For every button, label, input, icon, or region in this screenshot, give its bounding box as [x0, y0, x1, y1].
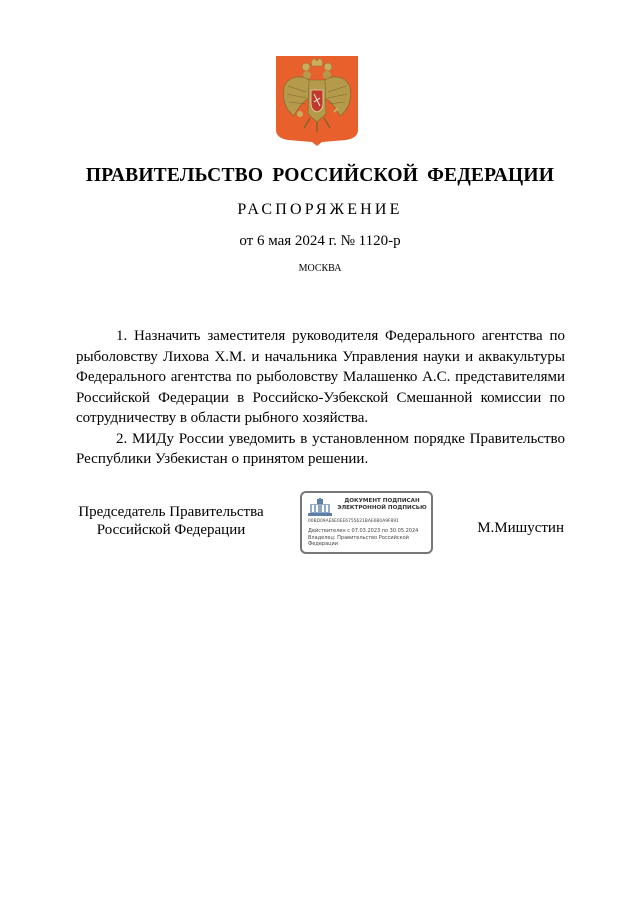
document-date-number: от 6 мая 2024 г. № 1120-р	[239, 233, 401, 249]
paragraph-1: 1. Назначить заместителя руководителя Федерального агентства по рыболовству Лихова Х.М. и начальника Управления науки и аквакультуры Федерального агентства по рыболовству Малашенко А.С. представителями Российской Федерации в Российско-Узбекской Смешанной комиссии по сотрудничеству в области рыбного хозяйства.	[76, 328, 565, 426]
stamp-validity: Действителен с 07.03.2023 по 30.05.2024	[308, 528, 419, 534]
government-title: ПРАВИТЕЛЬСТВО РОССИЙСКОЙ ФЕДЕРАЦИИ	[85, 165, 555, 186]
document-body	[76, 326, 565, 470]
paragraph-2: 2. МИДу России уведомить в установленном порядке Правительство Республики Узбекистан о принятом решении.	[76, 430, 565, 467]
stamp-heading-line1: ДОКУМЕНТ ПОДПИСАН	[344, 498, 420, 504]
government-building-icon	[308, 498, 332, 516]
signatory-position-line2: Российской Федерации	[96, 522, 246, 538]
coat-of-arms-icon	[276, 56, 358, 146]
stamp-heading-line2: ЭЛЕКТРОННОЙ ПОДПИСЬЮ	[337, 505, 427, 511]
document-type: РАСПОРЯЖЕНИЕ	[237, 201, 403, 218]
document-city: МОСКВА	[298, 263, 342, 274]
signatory-position	[76, 503, 266, 539]
electronic-signature-stamp	[300, 491, 433, 554]
stamp-owner: Владелец: Правительство Российской Федерации	[308, 535, 409, 547]
signatory-name: М.Мишустин	[477, 520, 564, 536]
signatory-position-line1: Председатель Правительства	[78, 504, 264, 520]
stamp-heading	[334, 498, 430, 512]
stamp-certificate-number: 00BD09AE6E0EE6755621BAE6B0A9F891	[308, 519, 399, 524]
